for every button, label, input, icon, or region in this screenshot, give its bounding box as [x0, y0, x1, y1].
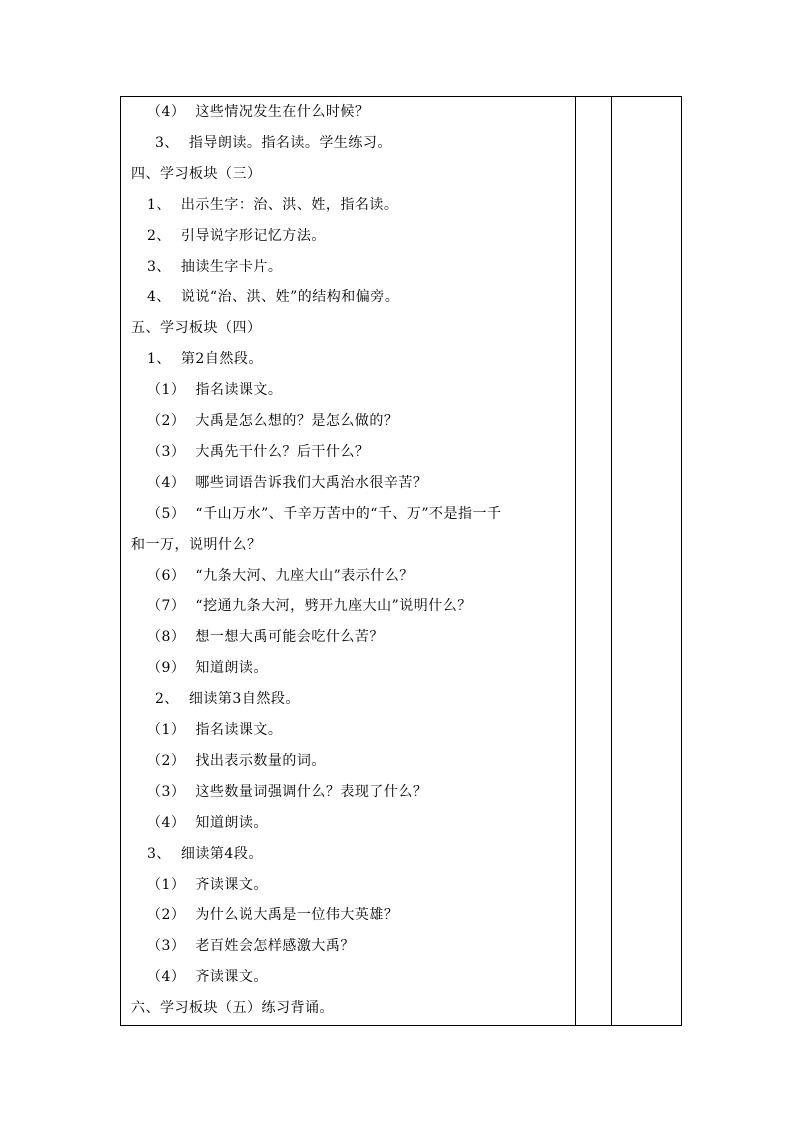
line-number: 3、 — [155, 134, 179, 151]
line-number: （3） — [147, 783, 186, 800]
line-text: 知道朗读。 — [195, 814, 268, 831]
content-line — [121, 622, 384, 652]
line-number: （3） — [147, 938, 186, 955]
line-number: 4、 — [147, 289, 171, 306]
line-text: 指导朗读。指名读。学生练习。 — [188, 134, 392, 151]
content-line — [121, 684, 300, 714]
line-text: 老百姓会怎样感激大禹？ — [195, 938, 355, 955]
line-text: 五、学习板块（四） — [131, 320, 262, 337]
line-text: 找出表示数量的词。 — [195, 752, 326, 769]
content-line — [121, 468, 427, 498]
content-line — [121, 561, 414, 591]
content-line — [121, 499, 502, 529]
line-number: 3、 — [147, 845, 171, 862]
line-text: 这些情况发生在什么时候？ — [195, 104, 370, 120]
line-number: （5） — [147, 505, 186, 522]
line-text: 想一想大禹可能会吃什么苦？ — [195, 629, 384, 646]
content-line — [121, 282, 399, 312]
line-number: （4） — [147, 474, 186, 491]
line-text: 细读第3自然段。 — [188, 691, 300, 708]
empty-column-narrow — [576, 97, 612, 1025]
line-text: 为什么说大禹是一位伟大英雄？ — [195, 907, 399, 924]
line-number: （6） — [147, 567, 186, 584]
line-number: （1） — [147, 382, 186, 399]
content-line — [121, 931, 355, 961]
content-line — [121, 993, 334, 1023]
content-line — [121, 252, 282, 282]
line-number: （4） — [147, 814, 186, 831]
line-number: 1、 — [147, 351, 171, 368]
content-line — [121, 715, 282, 745]
line-text: 抽读生字卡片。 — [180, 258, 283, 275]
content-line — [121, 870, 268, 900]
content-line — [121, 653, 268, 683]
line-text: 指名读课文。 — [195, 722, 283, 738]
lesson-plan-table — [120, 96, 682, 1026]
line-number: 2、 — [147, 227, 171, 244]
line-text: 齐读课文。 — [195, 969, 268, 986]
content-line — [121, 375, 282, 405]
content-line — [121, 777, 427, 807]
line-text: 齐读课文。 — [195, 876, 268, 893]
line-text: 大禹是怎么想的？是怎么做的？ — [195, 413, 399, 429]
line-text: “九条大河、九座大山”表示什么？ — [195, 567, 414, 584]
content-line — [121, 746, 326, 776]
line-number: （4） — [147, 969, 186, 986]
content-line — [121, 221, 326, 251]
content-line — [121, 900, 398, 930]
line-number: （2） — [147, 752, 186, 769]
line-text: “千山万水”、千辛万苦中的“千、万”不是指一千 — [195, 505, 502, 522]
empty-column-notes — [612, 97, 682, 1025]
content-line — [121, 437, 369, 467]
content-line — [121, 97, 369, 127]
content-line — [121, 808, 268, 838]
line-text: 第2自然段。 — [180, 351, 263, 368]
line-number: 1、 — [147, 196, 171, 213]
line-text: 和一万，说明什么？ — [131, 536, 262, 553]
content-line — [121, 313, 262, 343]
line-number: 2、 — [155, 691, 179, 708]
line-text: 出示生字：治、洪、姓，指名读。 — [180, 196, 399, 213]
line-text: 哪些词语告诉我们大禹治水很辛苦？ — [195, 474, 428, 491]
line-text: 这些数量词强调什么？表现了什么？ — [195, 783, 428, 800]
line-text: 引导说字形记忆方法。 — [180, 227, 326, 244]
content-line — [121, 530, 262, 560]
line-number: （2） — [147, 413, 186, 429]
line-text: 六、学习板块（五）练习背诵。 — [131, 1000, 334, 1017]
line-number: （7） — [147, 598, 186, 615]
line-text: 指名读课文。 — [195, 382, 283, 399]
content-line — [121, 159, 262, 189]
content-line — [121, 406, 398, 436]
line-text: 四、学习板块（三） — [131, 165, 262, 182]
content-line — [121, 128, 392, 158]
content-line — [121, 190, 398, 220]
content-line — [121, 344, 263, 374]
line-number: 3、 — [147, 258, 171, 275]
content-column — [121, 97, 576, 1025]
content-line — [121, 839, 263, 869]
content-line — [121, 591, 472, 621]
line-text: “挖通九条大河，劈开九座大山”说明什么？ — [195, 598, 472, 615]
line-number: （2） — [147, 907, 186, 924]
content-line — [121, 962, 268, 992]
line-number: （9） — [147, 660, 186, 677]
line-text: 知道朗读。 — [195, 660, 268, 677]
line-text: 大禹先干什么？后干什么？ — [195, 443, 370, 460]
line-text: 细读第4段。 — [180, 845, 263, 862]
line-text: 说说“治、洪、姓”的结构和偏旁。 — [180, 289, 400, 306]
line-number: （1） — [147, 876, 186, 893]
line-number: （1） — [147, 722, 186, 738]
line-number: （4） — [147, 104, 186, 120]
line-number: （3） — [147, 443, 186, 460]
line-number: （8） — [147, 629, 186, 646]
